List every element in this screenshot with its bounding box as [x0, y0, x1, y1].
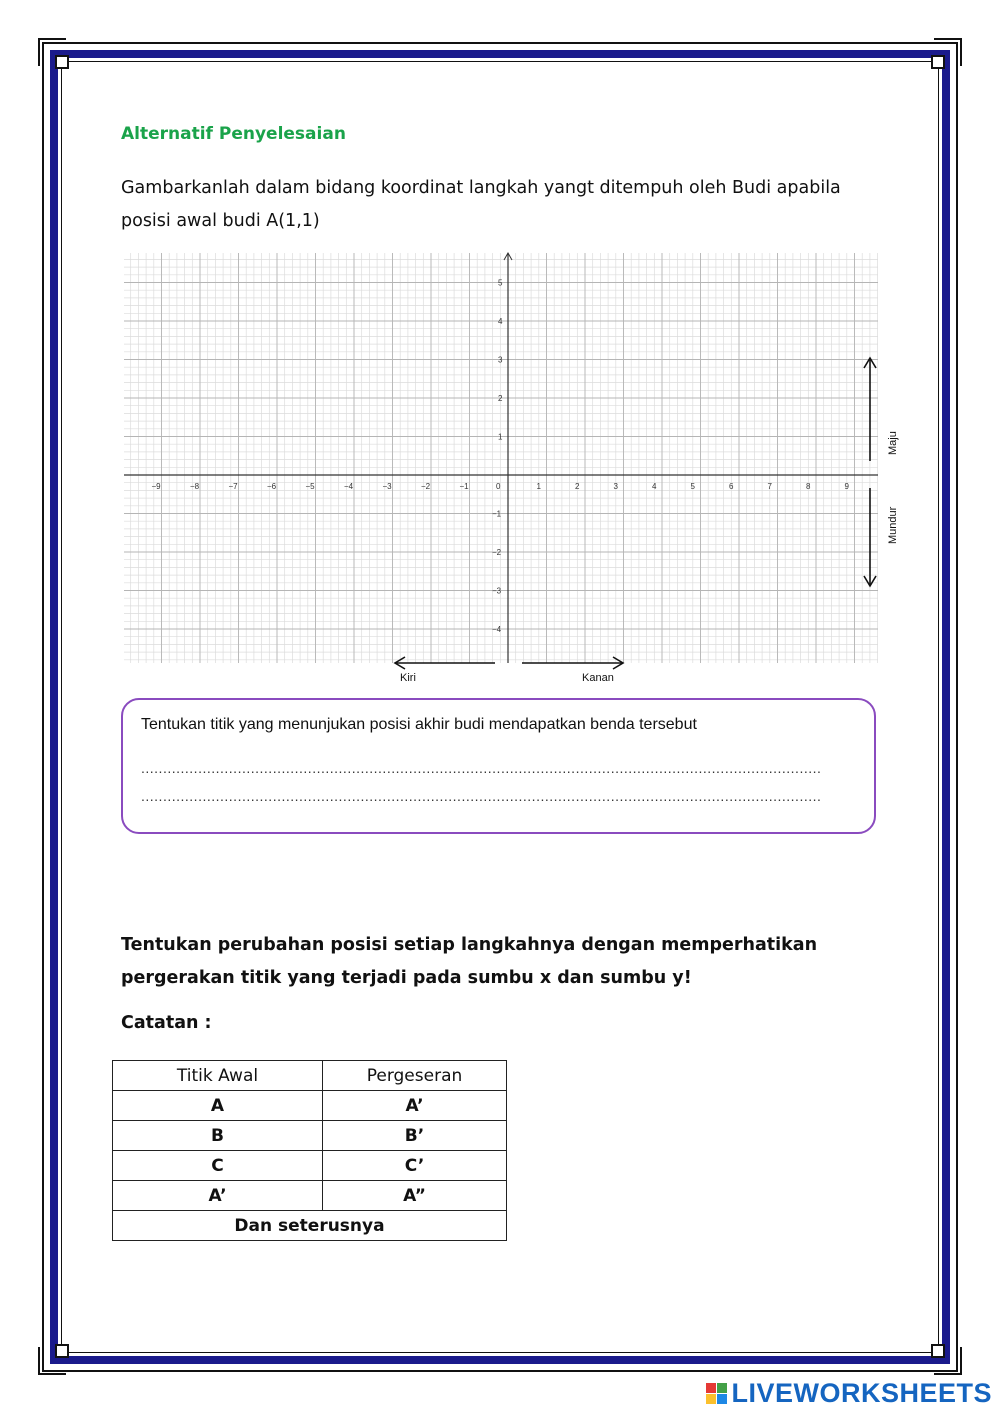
intro-line-1: Gambarkanlah dalam bidang koordinat langkah yangt ditempuh oleh Budi apabila [121, 178, 841, 198]
table-header-row [113, 1061, 507, 1091]
table-row [113, 1181, 507, 1211]
liveworksheets-logo-icon [706, 1383, 727, 1404]
note-label: Catatan : [121, 1013, 212, 1033]
x-tick-label: 5 [690, 482, 695, 491]
x-tick-label: −5 [305, 482, 315, 491]
x-tick-label: 0 [496, 482, 501, 491]
table-footer-row [113, 1211, 507, 1241]
x-tick-label: 2 [575, 482, 580, 491]
intro-text [121, 172, 881, 238]
x-tick-label: 7 [767, 482, 772, 491]
table-cell: A” [323, 1181, 507, 1211]
x-tick-label: −6 [267, 482, 277, 491]
x-tick-label: 6 [729, 482, 734, 491]
x-tick-label: 9 [844, 482, 849, 491]
table-cell: A’ [113, 1181, 323, 1211]
y-tick-label: 5 [498, 278, 503, 288]
table-row [113, 1091, 507, 1121]
x-tick-label: −1 [459, 482, 469, 491]
left-label: Kiri [400, 672, 416, 684]
y-tick-label: 2 [498, 394, 503, 403]
answer-box [121, 698, 876, 834]
x-tick-label: −4 [344, 482, 354, 491]
answer-line-1[interactable]: ........................................................................................................................................................... [141, 760, 822, 776]
down-label: Mundur [887, 506, 899, 544]
table-cell: B’ [323, 1121, 507, 1151]
frame-corner-square [55, 55, 69, 69]
task-text [121, 929, 881, 995]
x-tick-label: −7 [228, 482, 238, 491]
table-cell: A’ [323, 1091, 507, 1121]
table-cell: C’ [323, 1151, 507, 1181]
right-label: Kanan [582, 672, 614, 684]
task-line-1: Tentukan perubahan posisi setiap langkahnya dengan memperhatikan [121, 935, 818, 955]
y-tick-label: 1 [498, 432, 503, 442]
x-tick-label: −2 [421, 482, 431, 491]
y-tick-label: −3 [492, 586, 502, 596]
table-row [113, 1121, 507, 1151]
frame-corner-square [931, 1344, 945, 1358]
x-tick-label: 4 [652, 482, 657, 491]
y-tick-label: −4 [492, 625, 502, 634]
y-tick-label: 4 [498, 317, 503, 326]
task-line-2: pergerakan titik yang terjadi pada sumbu x dan sumbu y! [121, 968, 692, 988]
x-tick-label: 8 [806, 482, 811, 491]
intro-line-2: posisi awal budi A(1,1) [121, 211, 320, 231]
answer-prompt: Tentukan titik yang menunjukan posisi akhir budi mendapatkan benda tersebut [141, 716, 697, 733]
y-tick-label: −2 [492, 548, 502, 557]
frame-corner-square [931, 55, 945, 69]
x-tick-label: −9 [151, 482, 161, 491]
table-header-cell: Pergeseran [323, 1061, 507, 1091]
up-label: Maju [887, 431, 899, 455]
table-cell: A [113, 1091, 323, 1121]
section-heading: Alternatif Penyelesaian [121, 124, 346, 144]
y-tick-label: −1 [492, 509, 502, 519]
shift-table [112, 1060, 507, 1241]
frame-corner-square [55, 1344, 69, 1358]
table-cell: B [113, 1121, 323, 1151]
x-tick-label: 1 [536, 482, 541, 491]
table-footer-cell: Dan seterusnya [113, 1211, 507, 1241]
liveworksheets-watermark [706, 1378, 992, 1409]
y-tick-label: 3 [498, 355, 503, 365]
x-tick-label: −8 [190, 482, 200, 491]
x-tick-label: 3 [613, 482, 618, 491]
x-tick-label: −3 [382, 482, 392, 491]
watermark-text: LIVEWORKSHEETS [731, 1378, 992, 1408]
answer-line-2[interactable]: ........................................................................................................................................................... [141, 788, 822, 804]
table-header-cell: Titik Awal [113, 1061, 323, 1091]
table-row [113, 1151, 507, 1181]
table-cell: C [113, 1151, 323, 1181]
coordinate-grid [100, 245, 900, 690]
